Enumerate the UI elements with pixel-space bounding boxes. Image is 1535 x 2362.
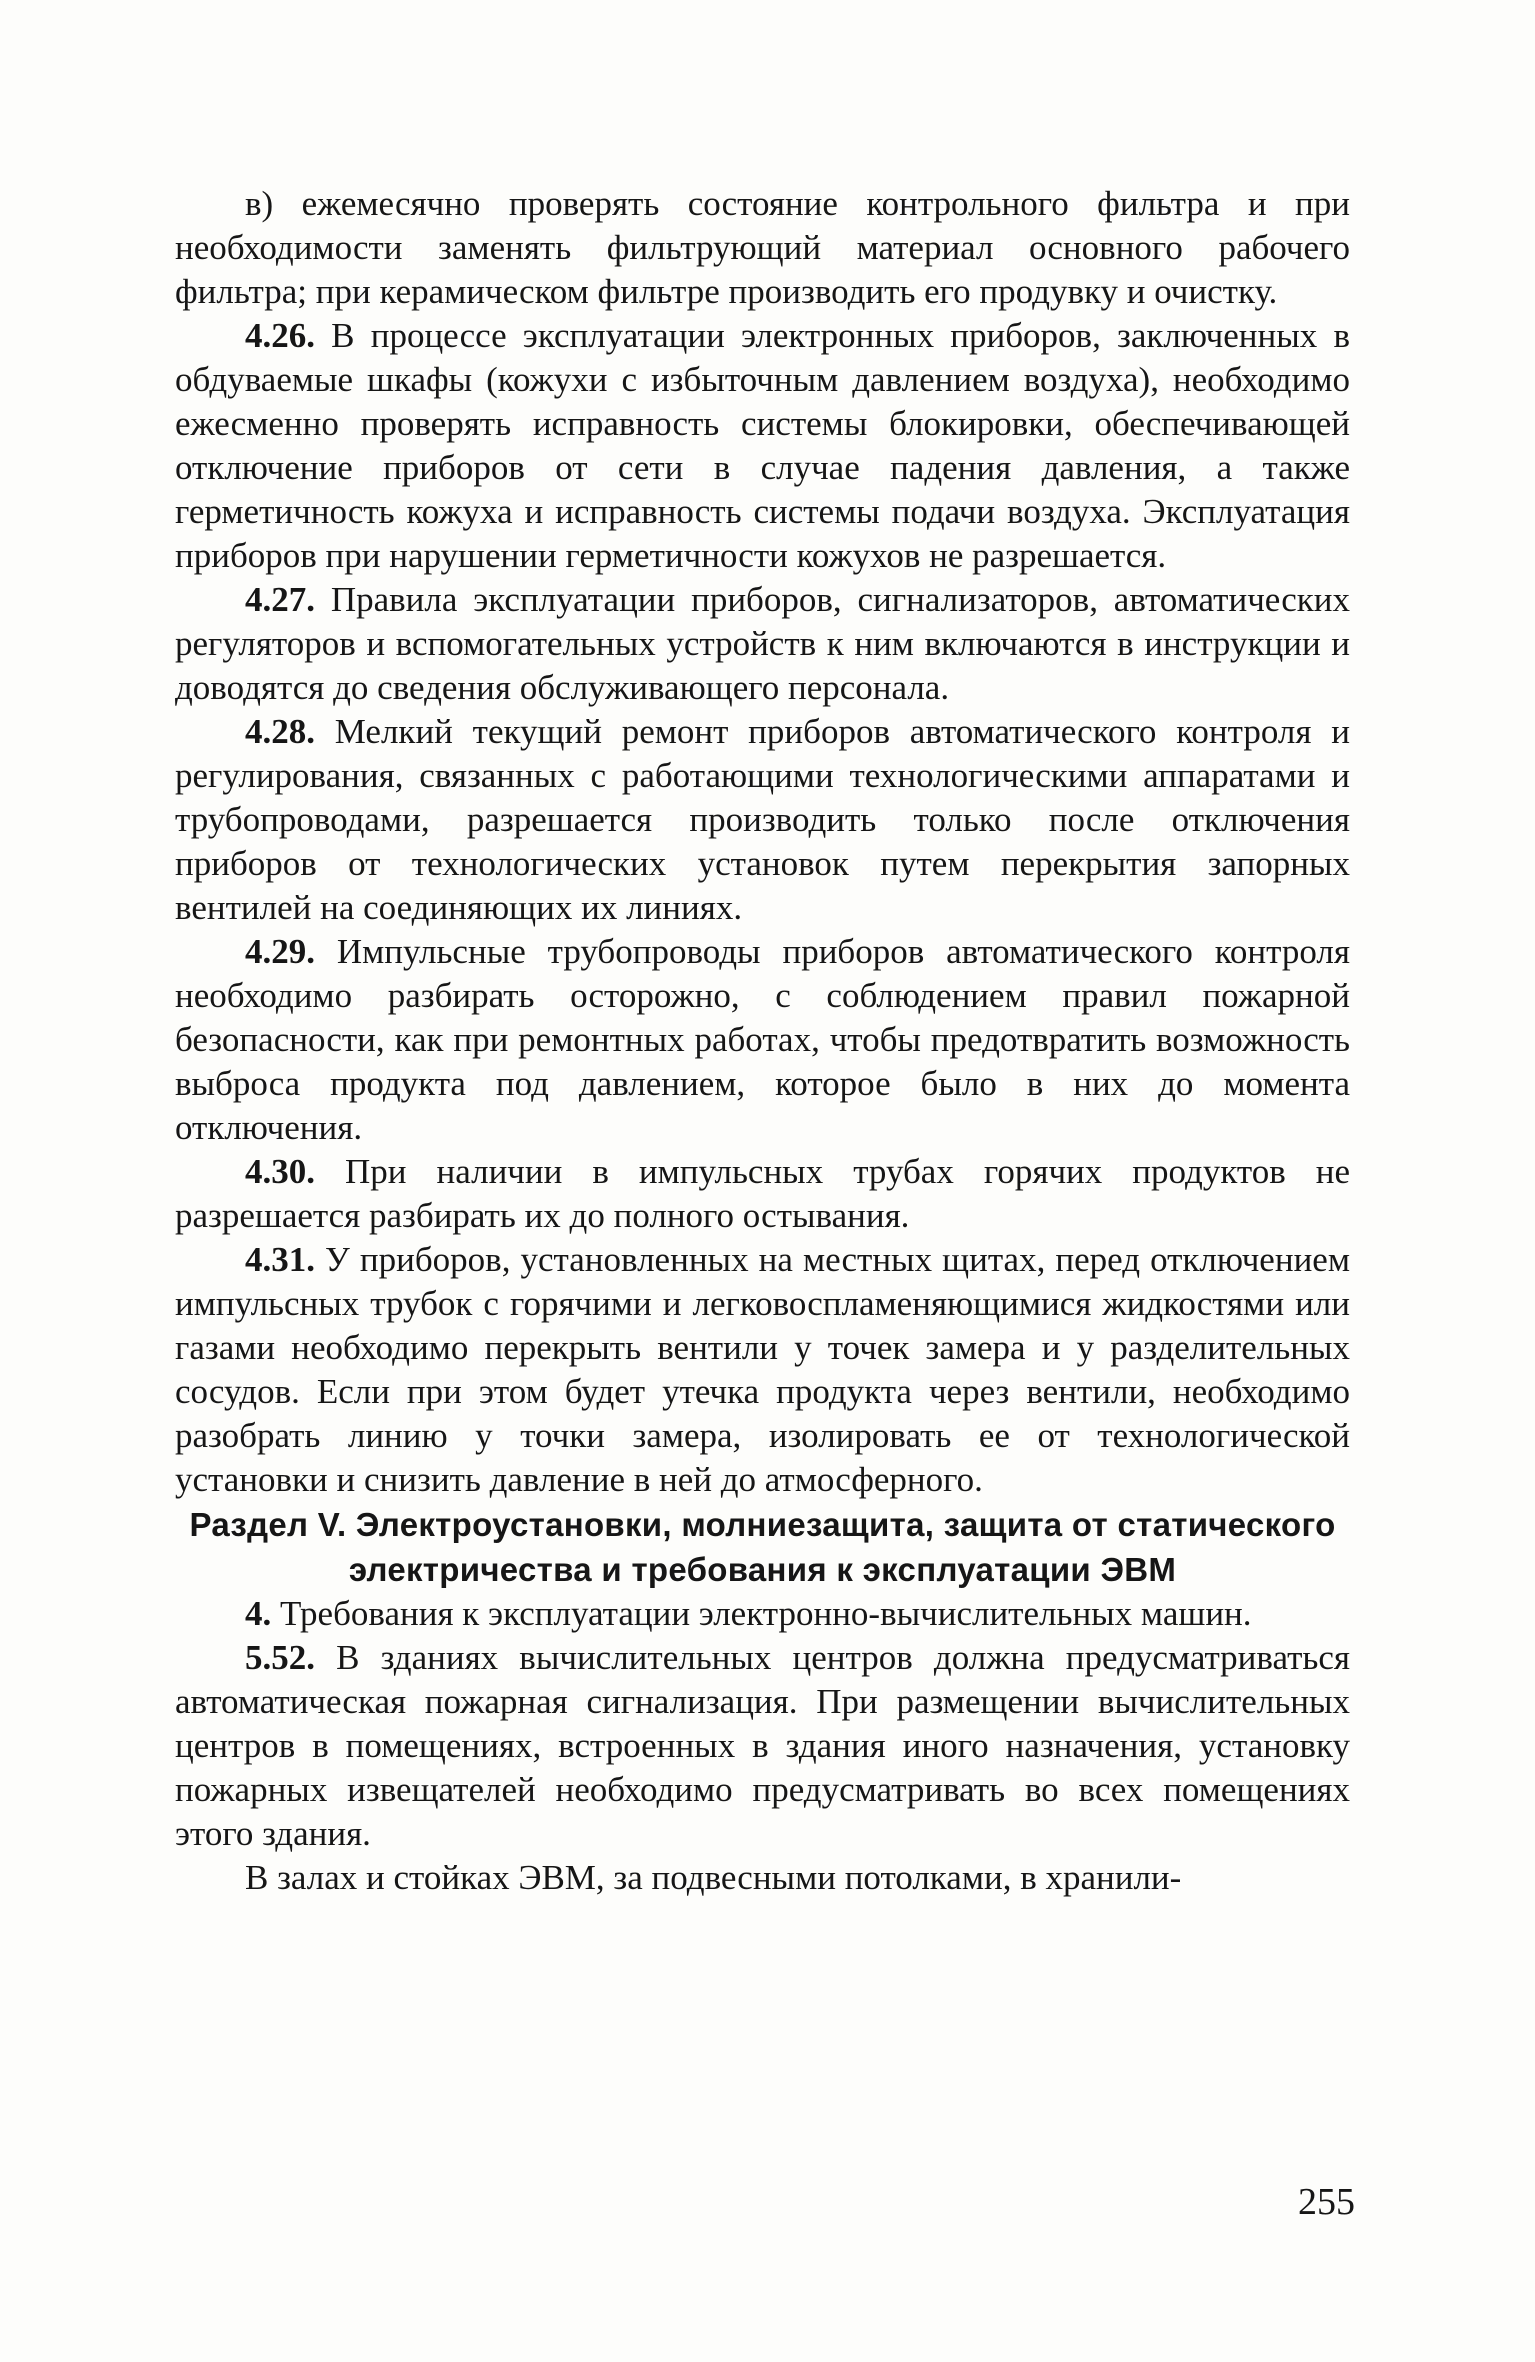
- paragraph-4-29: [175, 930, 1350, 1150]
- paragraph-text: Мелкий текущий ремонт приборов автоматического контроля и регулирования, связанных с работающими технологическими аппаратами и трубопроводами, разрешается производить только после отключения приборов от технологических установок путем перекрытия запорных вентилей на соединяющих их линиях.: [175, 712, 1350, 927]
- page-body: [175, 182, 1350, 1900]
- subsection-heading: [175, 1592, 1350, 1636]
- paragraph-text: Импульсные трубопроводы приборов автоматического контроля необходимо разбирать осторожно, с соблюдением правил пожарной безопасности, как при ремонтных работах, чтобы предотвратить возможность выброса продукта под давлением, которое было в них до момента отключения.: [175, 932, 1350, 1147]
- paragraph-number: 4.31.: [245, 1240, 315, 1279]
- paragraph-number: 4.29.: [245, 932, 315, 971]
- paragraph-continuation: [175, 1856, 1350, 1900]
- paragraph-text: в) ежемесячно проверять состояние контрольного фильтра и при необходимости заменять фильтрующий материал основного рабочего фильтра; при керамическом фильтре производить его продувку и очистку.: [175, 184, 1350, 311]
- paragraph-5-52: [175, 1636, 1350, 1856]
- section-heading-line-1: Раздел V. Электроустановки, молниезащита, защита от статического: [189, 1506, 1336, 1543]
- paragraph-text: При наличии в импульсных трубах горячих продуктов не разрешается разбирать их до полного остывания.: [175, 1152, 1350, 1235]
- paragraph-4-31: [175, 1238, 1350, 1502]
- paragraph-4-28: [175, 710, 1350, 930]
- paragraph-4-27: [175, 578, 1350, 710]
- paragraph-4-30: [175, 1150, 1350, 1238]
- paragraph-text: В зданиях вычислительных центров должна предусматриваться автоматическая пожарная сигнализация. При размещении вычислительных центров в помещениях, встроенных в здания иного назначения, установку пожарных извещателей необходимо предусматривать во всех помещениях этого здания.: [175, 1638, 1350, 1853]
- paragraph-4-26: [175, 314, 1350, 578]
- paragraph-item-v: [175, 182, 1350, 314]
- paragraph-number: 4.30.: [245, 1152, 315, 1191]
- paragraph-text: Правила эксплуатации приборов, сигнализаторов, автоматических регуляторов и вспомогательных устройств к ним включаются в инструкции и доводятся до сведения обслуживающего персонала.: [175, 580, 1350, 707]
- paragraph-text: У приборов, установленных на местных щитах, перед отключением импульсных трубок с горячими и легковоспламеняющимися жидкостями или газами необходимо перекрыть вентили у точек замера и у разделительных сосудов. Если при этом будет утечка продукта через вентили, необходимо разобрать линию у точки замера, изолировать ее от технологической установки и снизить давление в ней до атмосферного.: [175, 1240, 1350, 1499]
- section-heading-line-2: электричества и требования к эксплуатации ЭВМ: [348, 1551, 1177, 1588]
- subsection-text: Требования к эксплуатации электронно-вычислительных машин.: [271, 1594, 1252, 1633]
- paragraph-number: 4.28.: [245, 712, 315, 751]
- paragraph-number: 4.27.: [245, 580, 315, 619]
- paragraph-number: 5.52.: [245, 1638, 315, 1677]
- paragraph-number: 4.26.: [245, 316, 315, 355]
- paragraph-text: В процессе эксплуатации электронных приборов, заключенных в обдуваемые шкафы (кожухи с избыточным давлением воздуха), необходимо ежесменно проверять исправность системы блокировки, обеспечивающей отключение приборов от сети в случае падения давления, а также герметичность кожуха и исправность системы подачи воздуха. Эксплуатация приборов при нарушении герметичности кожухов не разрешается.: [175, 316, 1350, 575]
- page-number: 255: [1298, 2181, 1355, 2223]
- paragraph-text: В залах и стойках ЭВМ, за подвесными потолками, в хранили-: [245, 1858, 1182, 1897]
- section-heading: [175, 1502, 1350, 1592]
- subsection-number: 4.: [245, 1594, 272, 1633]
